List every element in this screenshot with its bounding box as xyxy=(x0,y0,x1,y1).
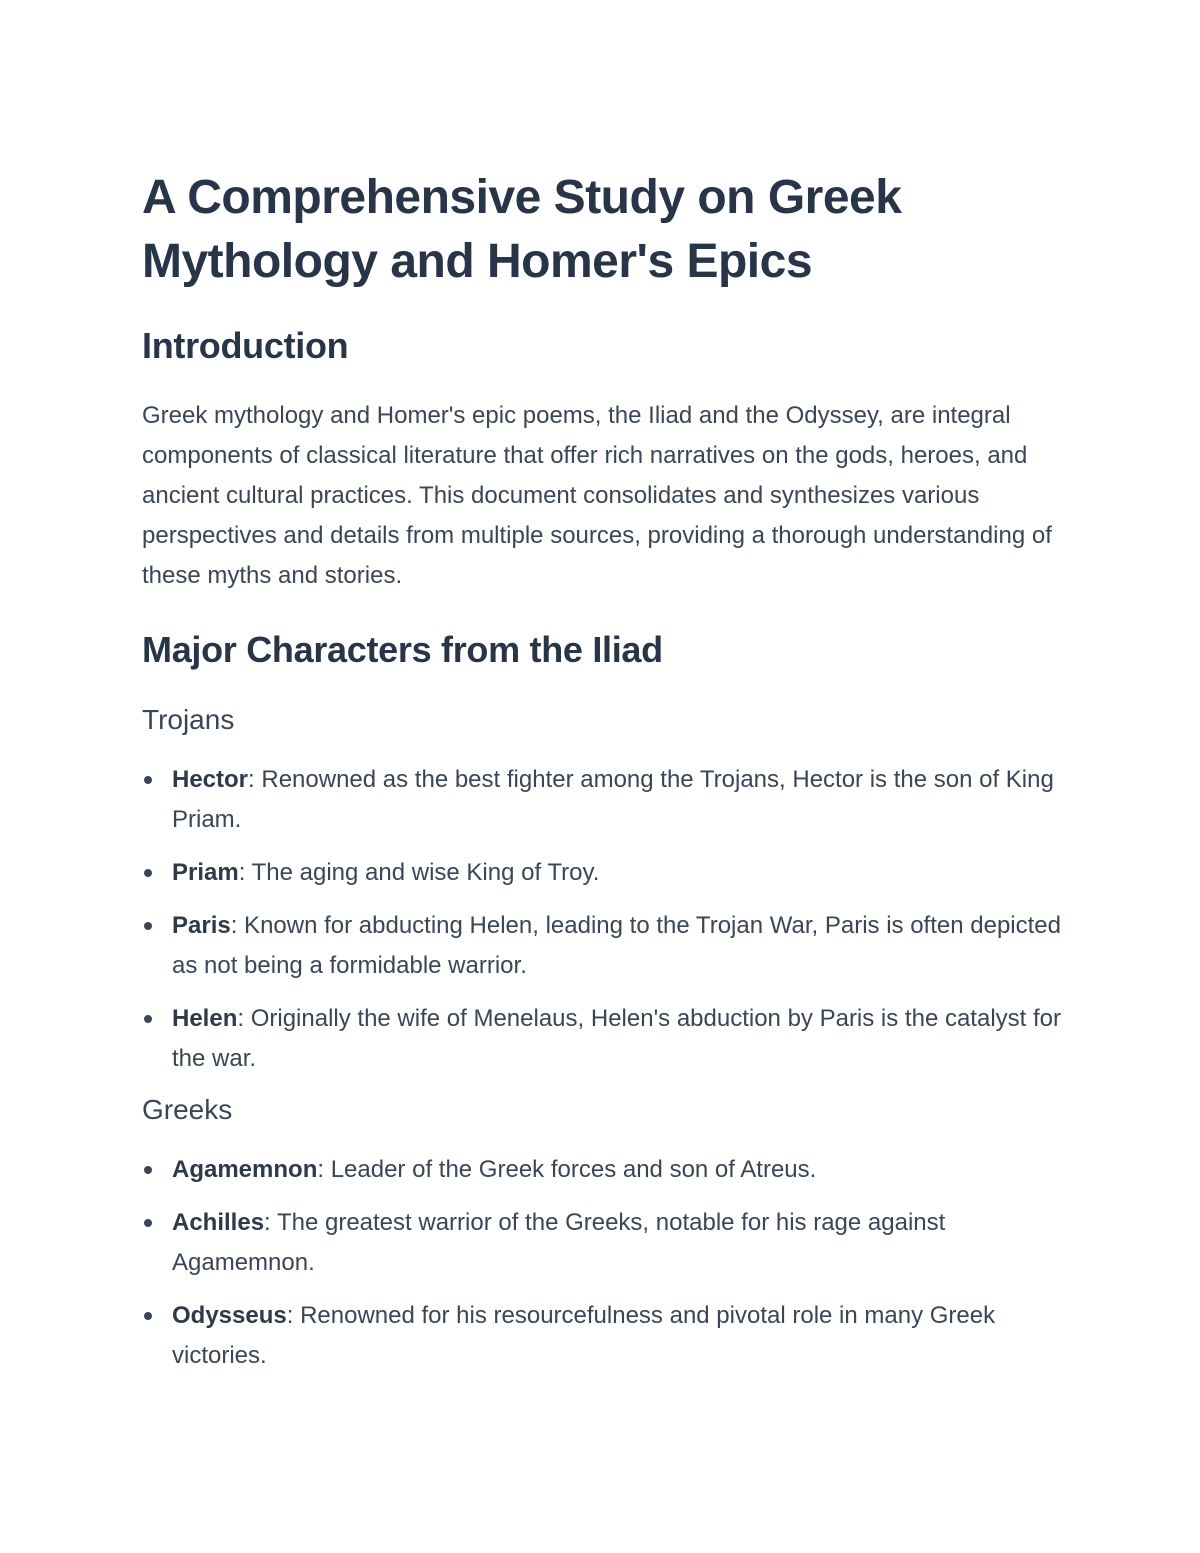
character-name: Agamemnon xyxy=(172,1156,318,1183)
character-description: : Leader of the Greek forces and son of Atreus. xyxy=(317,1156,817,1183)
character-name: Achilles xyxy=(172,1209,265,1236)
list-item xyxy=(142,760,1062,840)
character-name: Paris xyxy=(172,912,231,939)
character-description: : The aging and wise King of Troy. xyxy=(238,859,600,886)
list-item xyxy=(142,1203,1062,1283)
document-title: A Comprehensive Study on Greek Mythology and Homer's Epics xyxy=(142,171,902,288)
introduction-paragraph: Greek mythology and Homer's epic poems, the Iliad and the Odyssey, are integral components of classical literature that offer rich narratives on the gods, heroes, and ancient cultural practices. This document consolidates and synthesizes various perspectives and details from multiple sources, providing a thorough understanding of these myths and stories. xyxy=(142,402,1052,589)
subsection-heading-trojans: Trojans xyxy=(142,704,235,735)
list-item xyxy=(142,999,1062,1079)
character-name: Hector xyxy=(172,766,249,793)
document-page xyxy=(142,166,1062,1389)
greeks-list xyxy=(142,1150,1062,1376)
section-heading-major-characters: Major Characters from the Iliad xyxy=(142,629,663,670)
character-description: : Originally the wife of Menelaus, Helen's abduction by Paris is the catalyst for the war. xyxy=(172,1005,1061,1072)
section-heading-introduction: Introduction xyxy=(142,325,349,366)
character-name: Helen xyxy=(172,1005,238,1032)
list-item xyxy=(142,853,1062,893)
character-description: : Renowned for his resourcefulness and pivotal role in many Greek victories. xyxy=(172,1302,996,1369)
character-description: : Renowned as the best fighter among the Trojans, Hector is the son of King Priam. xyxy=(172,766,1054,833)
subsection-heading-greeks: Greeks xyxy=(142,1094,233,1125)
list-item xyxy=(142,1296,1062,1376)
trojans-list xyxy=(142,760,1062,1079)
character-description: : Known for abducting Helen, leading to the Trojan War, Paris is often depicted as not being a formidable warrior. xyxy=(172,912,1061,979)
character-name: Priam xyxy=(172,859,239,886)
list-item xyxy=(142,906,1062,986)
list-item xyxy=(142,1150,1062,1190)
character-description: : The greatest warrior of the Greeks, notable for his rage against Agamemnon. xyxy=(172,1209,946,1276)
character-name: Odysseus xyxy=(172,1302,287,1329)
